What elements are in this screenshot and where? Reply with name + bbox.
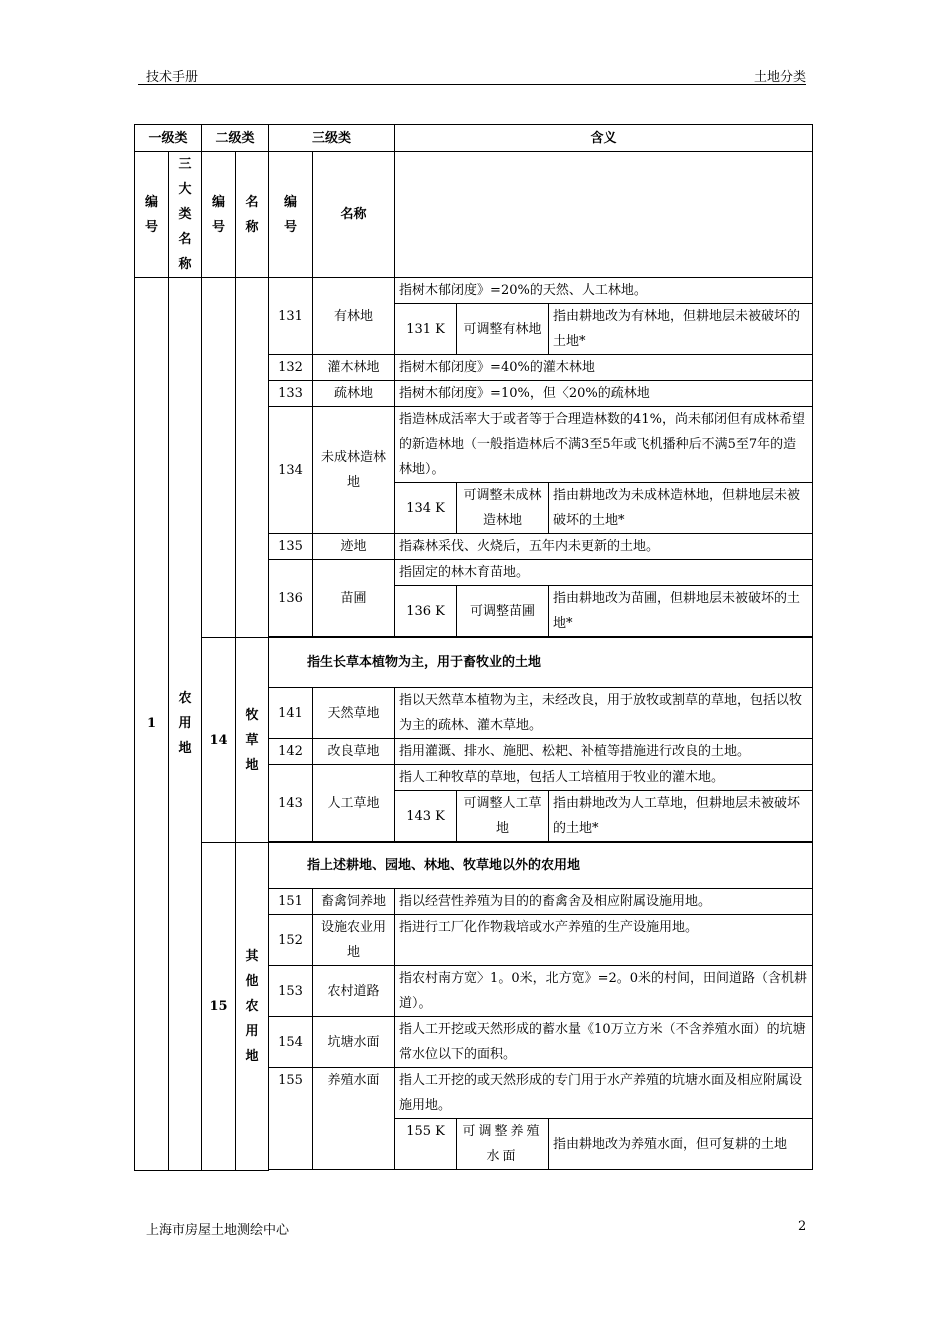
- code-155: 155: [269, 1068, 313, 1170]
- header-doc-title: 技术手册: [146, 70, 199, 85]
- desc-154: 指人工开挖或天然形成的蓄水量《10万立方米（不含养殖水面）的坑塘常水位以下的面积。: [395, 1017, 813, 1068]
- name-133: 疏林地: [313, 381, 395, 407]
- name-136k: 可调整苗圃: [457, 586, 549, 637]
- desc-134: 指造林成活率大于或者等于合理造林数的41%，尚未郁闭但有成林希望的新造林地（一般指造林后不满3至5年或飞机播种后不满5至7年的造林地）。: [395, 407, 813, 483]
- code-151: 151: [269, 889, 313, 915]
- header-l1-big3-name: 三 大 类 名 称: [169, 152, 202, 278]
- footer-org: 上海市房屋土地测绘中心: [146, 1223, 290, 1238]
- desc-143: 指人工种牧草的草地，包括人工培植用于牧业的灌木地。: [395, 765, 813, 791]
- header-section-title: 土地分类: [753, 70, 806, 85]
- header-l2-name: 名 称: [236, 152, 269, 278]
- l2-name-blank: [236, 278, 269, 638]
- code-153: 153: [269, 966, 313, 1017]
- desc-152: 指进行工厂化作物栽培或水产养殖的生产设施用地。: [395, 915, 813, 966]
- code-136: 136: [269, 560, 313, 637]
- desc-134k: 指由耕地改为未成林造林地，但耕地层未被破坏的土地*: [549, 483, 813, 534]
- table-row: [135, 843, 813, 889]
- l2-code-15: 15: [202, 843, 236, 1171]
- l2-name-15: 其 他 农 用 地: [236, 843, 269, 1171]
- name-151: 畜禽饲养地: [313, 889, 395, 915]
- l2-code-blank: [202, 278, 236, 638]
- name-132: 灌木林地: [313, 355, 395, 381]
- land-classification-table: [134, 124, 813, 1171]
- code-133: 133: [269, 381, 313, 407]
- code-134: 134: [269, 407, 313, 534]
- header-l3-code: 编 号: [269, 152, 313, 278]
- l1-code: 1: [135, 278, 169, 1171]
- desc-133: 指树木郁闭度》=10%，但〈20%的疏林地: [395, 381, 813, 407]
- name-135: 迹地: [313, 534, 395, 560]
- table-row: [135, 638, 813, 688]
- code-155k: 155 K: [395, 1119, 457, 1170]
- code-135: 135: [269, 534, 313, 560]
- l2-name-14: 牧 草 地: [236, 638, 269, 843]
- header-l2-code: 编 号: [202, 152, 236, 278]
- name-153: 农村道路: [313, 966, 395, 1017]
- name-155: 养殖水面: [313, 1068, 395, 1170]
- name-142: 改良草地: [313, 739, 395, 765]
- desc-135: 指森林采伐、火烧后，五年内未更新的土地。: [395, 534, 813, 560]
- header-l3-name: 名称: [313, 152, 395, 278]
- name-143: 人工草地: [313, 765, 395, 842]
- l1-name: 农 用 地: [169, 278, 202, 1171]
- code-143: 143: [269, 765, 313, 842]
- header-level1: 一级类: [135, 125, 202, 152]
- desc-group-14: 指生长草本植物为主，用于畜牧业的土地: [269, 638, 813, 688]
- desc-155: 指人工开挖的或天然形成的专门用于水产养殖的坑塘水面及相应附属设施用地。: [395, 1068, 813, 1119]
- desc-131: 指树木郁闭度》=20%的天然、人工林地。: [395, 278, 813, 304]
- desc-132: 指树木郁闭度》=40%的灌木林地: [395, 355, 813, 381]
- code-154: 154: [269, 1017, 313, 1068]
- code-136k: 136 K: [395, 586, 457, 637]
- code-134k: 134 K: [395, 483, 457, 534]
- name-155k: 可调整养殖水面: [457, 1119, 549, 1170]
- desc-142: 指用灌溉、排水、施肥、松耙、补植等措施进行改良的土地。: [395, 739, 813, 765]
- desc-131k: 指由耕地改为有林地，但耕地层未被破坏的土地*: [549, 304, 813, 355]
- desc-141: 指以天然草本植物为主，未经改良，用于放牧或割草的草地，包括以牧为主的疏林、灌木草地。: [395, 688, 813, 739]
- l2-code-14: 14: [202, 638, 236, 843]
- code-143k: 143 K: [395, 791, 457, 842]
- name-134k: 可调整未成林造林地: [457, 483, 549, 534]
- code-131: 131: [269, 278, 313, 355]
- name-143k: 可调整人工草地: [457, 791, 549, 842]
- name-134: 未成林造林地: [313, 407, 395, 534]
- desc-143k: 指由耕地改为人工草地，但耕地层未被破坏的土地*: [549, 791, 813, 842]
- name-141: 天然草地: [313, 688, 395, 739]
- header-rule: [138, 84, 806, 85]
- name-131: 有林地: [313, 278, 395, 355]
- desc-151: 指以经营性养殖为目的的畜禽舍及相应附属设施用地。: [395, 889, 813, 915]
- name-154: 坑塘水面: [313, 1017, 395, 1068]
- code-131k: 131 K: [395, 304, 457, 355]
- footer-page-number: 2: [798, 1219, 807, 1234]
- header-l1-code: 编 号: [135, 152, 169, 278]
- header-meaning: 含义: [395, 125, 813, 152]
- header-level3: 三级类: [269, 125, 395, 152]
- table-header-row: [135, 125, 813, 152]
- desc-155k: 指由耕地改为养殖水面，但可复耕的土地: [549, 1119, 813, 1170]
- desc-group-15: 指上述耕地、园地、林地、牧草地以外的农用地: [269, 843, 813, 889]
- code-142: 142: [269, 739, 313, 765]
- desc-153: 指农村南方宽〉1。0米，北方宽》=2。0米的村间，田间道路（含机耕道）。: [395, 966, 813, 1017]
- header-meaning-blank: [395, 152, 813, 278]
- code-132: 132: [269, 355, 313, 381]
- desc-136k: 指由耕地改为苗圃，但耕地层未被破坏的土地*: [549, 586, 813, 637]
- table-row: [135, 278, 813, 304]
- name-131k: 可调整有林地: [457, 304, 549, 355]
- name-136: 苗圃: [313, 560, 395, 637]
- code-152: 152: [269, 915, 313, 966]
- header-level2: 二级类: [202, 125, 269, 152]
- name-152: 设施农业用地: [313, 915, 395, 966]
- table-subheader-row: [135, 152, 813, 278]
- code-141: 141: [269, 688, 313, 739]
- desc-136: 指固定的林木育苗地。: [395, 560, 813, 586]
